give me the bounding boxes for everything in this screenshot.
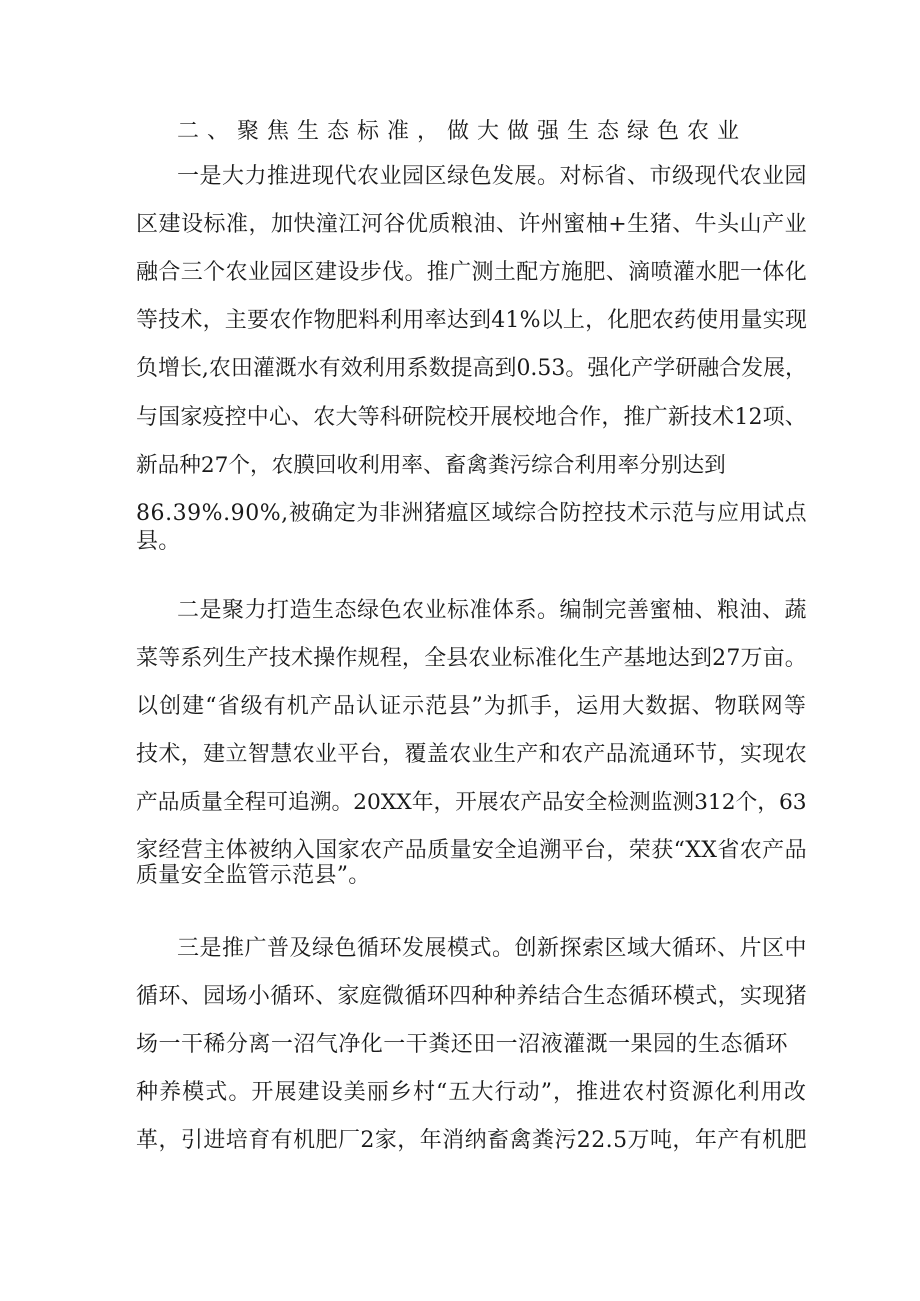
paragraph-2-line-6: 家经营主体被纳入国家农产品质量安全追溯平台，荣获“XX省农产品: [136, 838, 807, 863]
paragraph-3-line-1: 三是推广普及绿色循环发展模式。创新探索区域大循环、片区中: [177, 936, 808, 961]
paragraph-2-line-5: 产品质量全程可追溯。20XX年，开展农产品安全检测监测312个，63: [136, 790, 807, 815]
paragraph-2-line-4: 技术，建立智慧农业平台，覆盖农业生产和农产品流通环节，实现农: [136, 742, 808, 767]
paragraph-1-line-1: 一是大力推进现代农业园区绿色发展。对标省、市级现代农业园: [177, 164, 808, 189]
paragraph-3-line-3: 场一干稀分离一沼气净化一干粪还田一沼液灌溉一果园的生态循环: [136, 1032, 788, 1057]
paragraph-1-line-6: 与国家疫控中心、农大等科研院校开展校地合作，推广新技术12项、: [136, 405, 807, 430]
paragraph-3-line-5: 革，引进培育有机肥厂2家，年消纳畜禽粪污22.5万吨，年产有机肥: [136, 1128, 808, 1153]
paragraph-1-line-3: 融合三个农业园区建设步伐。推广测土配方施肥、滴喷灌水肥一体化: [136, 260, 808, 285]
section-heading: 二、聚焦生态标准，做大做强生态绿色农业: [177, 119, 748, 144]
paragraph-2-line-2: 菜等系列生产技术操作规程，全县农业标准化生产基地达到27万亩。: [136, 646, 807, 671]
paragraph-2-line-7: 质量安全监管示范县”。: [136, 863, 371, 888]
paragraph-2-line-3: 以创建“省级有机产品认证示范县”为抓手，运用大数据、物联网等: [136, 694, 807, 719]
paragraph-3-line-4: 种养模式。开展建设美丽乡村“五大行动”，推进农村资源化利用改: [136, 1080, 807, 1105]
paragraph-1-line-5: 负增长,农田灌溉水有效利用系数提高到0.53。强化产学研融合发展，: [136, 356, 808, 381]
paragraph-1-line-2: 区建设标准，加快潼江河谷优质粮油、许州蜜柚+生猪、牛头山产业: [136, 212, 808, 237]
paragraph-3-line-2: 循环、园场小循环、家庭微循环四种种养结合生态循环模式，实现猪: [136, 984, 808, 1009]
paragraph-1-line-8: 86.39%.90%,被确定为非洲猪瘟区域综合防控技术示范与应用试点: [136, 501, 808, 526]
paragraph-1-line-9: 县。: [136, 529, 181, 554]
paragraph-1-line-4: 等技术，主要农作物肥料利用率达到41%以上，化肥农药使用量实现: [136, 308, 808, 333]
paragraph-1-line-7: 新品种27个，农膜回收利用率、畜禽粪污综合利用率分别达到: [136, 453, 726, 478]
paragraph-2-line-1: 二是聚力打造生态绿色农业标准体系。编制完善蜜柚、粮油、蔬: [177, 598, 808, 623]
